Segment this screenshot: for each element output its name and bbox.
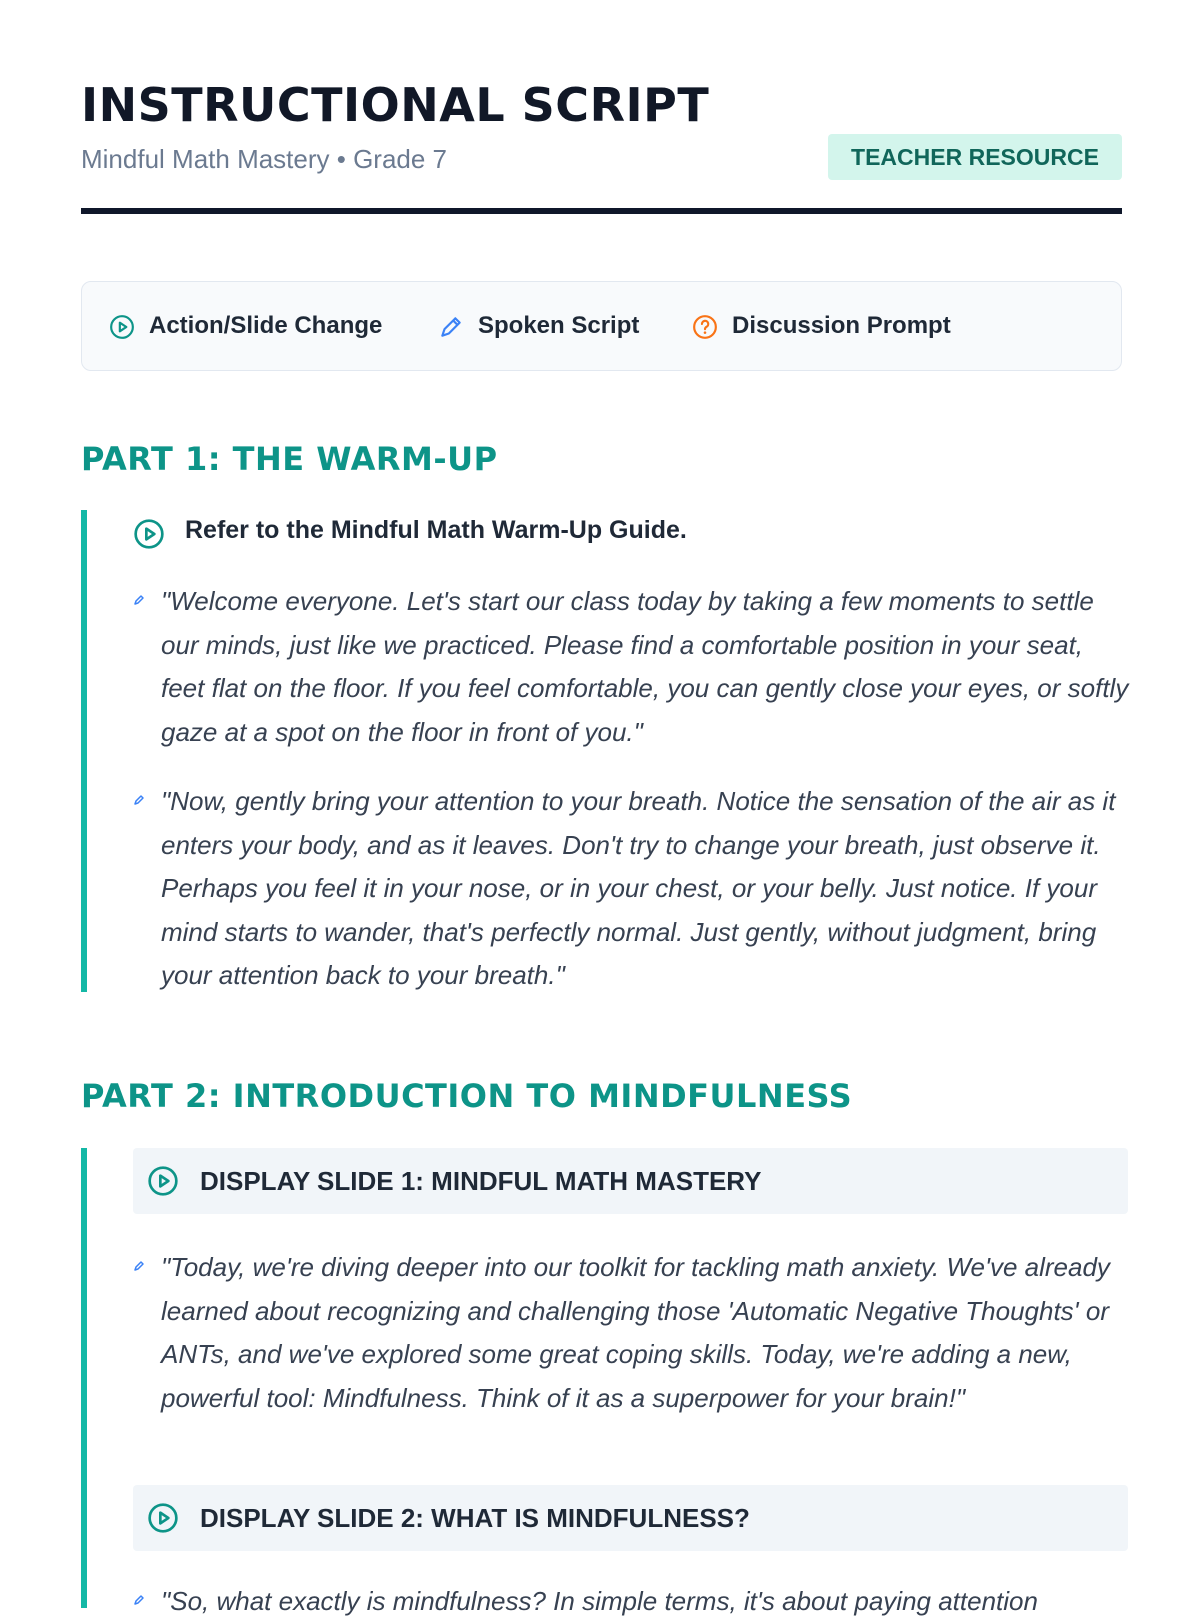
play-circle-icon <box>147 1502 179 1534</box>
page-header <box>81 78 1122 214</box>
play-circle-icon <box>133 518 165 550</box>
part2-block <box>81 1148 1122 1616</box>
display-slide-1-label: DISPLAY SLIDE 1: MINDFUL MATH MASTERY <box>200 1166 762 1196</box>
part1-script-2 <box>133 780 1133 1000</box>
pen-icon <box>133 1594 145 1606</box>
part2-title: PART 2: INTRODUCTION TO MINDFULNESS <box>81 1077 853 1115</box>
display-slide-1 <box>133 1148 1128 1214</box>
header-divider <box>81 208 1122 214</box>
part2-script-2 <box>133 1580 1133 1620</box>
pen-icon <box>438 314 464 340</box>
display-slide-2-label: DISPLAY SLIDE 2: WHAT IS MINDFULNESS? <box>200 1503 750 1533</box>
part1-action <box>133 516 1033 552</box>
part1-block <box>81 510 1129 992</box>
pen-icon <box>133 1260 145 1272</box>
teacher-resource-badge: TEACHER RESOURCE <box>828 134 1122 180</box>
legend-action-label: Action/Slide Change <box>149 312 383 339</box>
question-circle-icon <box>692 314 718 340</box>
spoken-script-text: "So, what exactly is mindfulness? In simple terms, it's about paying attention <box>161 1586 1038 1616</box>
display-slide-2 <box>133 1485 1128 1551</box>
legend-spoken <box>438 282 658 370</box>
legend-panel <box>81 281 1122 371</box>
spoken-script-text: "Now, gently bring your attention to your breath. Notice the sensation of the air as it enters your body, and as it leaves. Don't try to change your breath, just observe it. Perhaps you feel it in your nose, or in your chest, or your belly. Just notice. If your mind starts to wander, that's perfectly normal. Just gently, without judgment, bring your attention back to your breath." <box>161 786 1116 990</box>
part2-script-1 <box>133 1246 1133 1466</box>
spoken-script-text: "Welcome everyone. Let's start our class today by taking a few moments to settle our minds, just like we practiced. Please find a comfortable position in your seat, feet flat on the floor. If you feel comfortable, you can gently close your eyes, or softly gaze at a spot on the floor in front of you." <box>161 586 1129 747</box>
pen-icon <box>133 794 145 806</box>
play-circle-icon <box>109 314 135 340</box>
pen-icon <box>133 594 145 606</box>
part1-title: PART 1: THE WARM-UP <box>81 440 498 478</box>
part1-action-text: Refer to the Mindful Math Warm-Up Guide. <box>185 516 687 544</box>
page-title: INSTRUCTIONAL SCRIPT <box>81 78 710 132</box>
play-circle-icon <box>147 1165 179 1197</box>
legend-spoken-label: Spoken Script <box>478 312 640 339</box>
part1-script-1 <box>133 580 1133 760</box>
legend-discussion-label: Discussion Prompt <box>732 312 951 339</box>
spoken-script-text: "Today, we're diving deeper into our toolkit for tackling math anxiety. We've already learned about recognizing and challenging those 'Automatic Negative Thoughts' or ANTs, and we've explored some great coping skills. Today, we're adding a new, powerful tool: Mindfulness. Think of it as a superpower for your brain!" <box>161 1252 1110 1413</box>
legend-action <box>109 282 409 370</box>
page-subtitle: Mindful Math Mastery • Grade 7 <box>81 144 448 174</box>
legend-discussion <box>692 282 972 370</box>
